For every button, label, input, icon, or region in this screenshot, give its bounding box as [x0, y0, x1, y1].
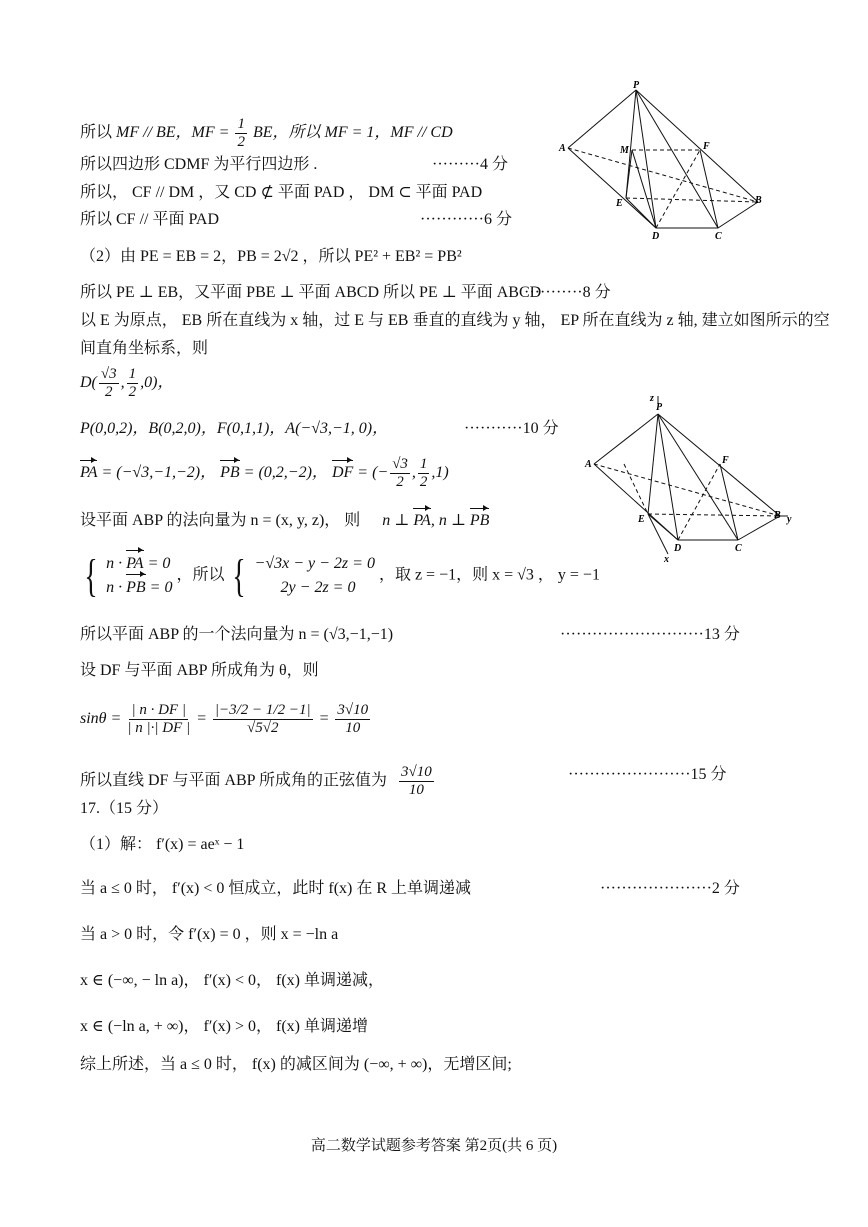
points-pbfa: P(0,0,2)，B(0,2,0)，F(0,1,1)，A(−√3,−1, 0)，	[80, 420, 389, 437]
q17-increasing: x ∈ (−ln a, + ∞)， f′(x) > 0， f(x) 单调递增	[80, 1018, 368, 1035]
label-b2: B	[774, 510, 781, 521]
label-f2: F	[722, 455, 729, 466]
label-e: E	[616, 198, 623, 209]
label-x: x	[664, 554, 669, 565]
score-15: ·······················15 分	[568, 766, 727, 783]
score-8: ···········8 分	[524, 284, 611, 301]
score-13: ···························13 分	[560, 626, 740, 643]
q17-decreasing: x ∈ (−∞, − ln a)， f′(x) < 0， f(x) 单调递减，	[80, 972, 384, 989]
line-pe-eb: （2）由 PE = EB = 2，PB = 2√2 ，所以 PE² + EB² = PB²	[80, 248, 462, 265]
angle-def: 设 DF 与平面 ABP 所成角为 θ，则	[80, 662, 319, 679]
score-6: ············6 分	[420, 211, 512, 228]
q17-case-a-le-0: 当 a ≤ 0 时， f′(x) < 0 恒成立，此时 f(x) 在 R 上单调递减	[80, 880, 472, 897]
sin-formula: sinθ = $\frac{| n \cdot DF |}{| n |\cdot| DF |}$ = $\frac{|-3/2 - 1/2 -1|}{√5√2}$ = $\frac{3√10}{10}$	[80, 702, 369, 736]
line-pe-perp: 所以 PE ⊥ EB，又平面 PBE ⊥ 平面 ABCD 所以 PE ⊥ 平面 ABCD	[80, 284, 542, 301]
line-parallelogram: 所以四边形 CDMF 为平行四边形 .	[80, 156, 318, 173]
label-p2: P	[656, 402, 663, 413]
q17-derivative: （1）解： f′(x) = aeˣ − 1	[80, 836, 245, 853]
line-mf-be: 所以 MF // BE，MF = $\frac{1}{2}$ BE，所以 MF = 1，MF // CD	[80, 116, 453, 150]
label-d: D	[652, 231, 660, 240]
label-a2: A	[585, 459, 592, 470]
equation-system: { n · PA = 0 n · PB = 0 ，所以 { −√3x − y − 2z = 0 2y − 2z = 0 ，取 z = −1，则 x = √3 ， y = −1	[84, 550, 600, 601]
page-footer: 高二数学试题参考答案 第2页(共 6 页)	[310, 1138, 558, 1154]
label-f: F	[703, 141, 710, 152]
label-e2: E	[638, 514, 645, 525]
normal-vector-result: 所以平面 ABP 的一个法向量为 n = (√3,−1,−1)	[80, 626, 394, 643]
line-cf-dm: 所以， CF // DM ，又 CD ⊄ 平面 PAD ， DM ⊂ 平面 PAD	[80, 184, 483, 201]
point-d: D( $\frac{√3}{2}$ , $\frac{1}{2}$ ,0)，	[80, 366, 174, 400]
q17-case-a-gt-0: 当 a > 0 时，令 f′(x) = 0 ，则 x = −ln a	[80, 926, 339, 943]
label-y: y	[787, 514, 792, 525]
conclusion-line: 所以直线 DF 与平面 ABP 所成角的正弦值为 $\frac{3√10}{10}$	[80, 764, 432, 798]
score-4: ·········4 分	[432, 156, 508, 173]
figure-pyramid-1	[558, 80, 768, 240]
label-c: C	[715, 231, 722, 240]
label-c2: C	[735, 543, 742, 554]
line-coord-system: 以 E 为原点， EB 所在直线为 x 轴，过 E 与 EB 垂直的直线为 y 轴， EP 所在直线为 z 轴, 建立如图所示的空	[80, 312, 830, 329]
label-z: z	[650, 393, 654, 404]
line-coord-system-2: 间直角坐标系，则	[80, 340, 209, 357]
label-m: M	[620, 145, 629, 156]
line-cf-plane: 所以 CF // 平面 PAD	[80, 211, 220, 228]
label-d2: D	[674, 543, 682, 554]
fraction-half: $\frac{1}{2}$	[237, 116, 245, 150]
vectors-line: PA = (−√3,−1,−2)， PB = (0,2,−2)， DF = (− $\frac{√3}{2}$ , $\frac{1}{2}$ ,1)	[80, 456, 449, 490]
figure-pyramid-2	[584, 392, 798, 566]
score-2: ·····················2 分	[600, 880, 740, 897]
label-p: P	[633, 80, 640, 91]
q17-title: 17.（15 分）	[80, 800, 169, 817]
normal-vector-def: 设平面 ABP 的法向量为 n = (x, y, z)， 则 n ⊥ PA, n ⊥ PB	[80, 510, 489, 532]
score-10: ···········10 分	[464, 420, 559, 437]
label-b: B	[755, 195, 762, 206]
q17-summary: 综上所述，当 a ≤ 0 时， f(x) 的减区间为 (−∞, + ∞)，无增区间;	[80, 1056, 512, 1073]
label-a: A	[559, 143, 566, 154]
